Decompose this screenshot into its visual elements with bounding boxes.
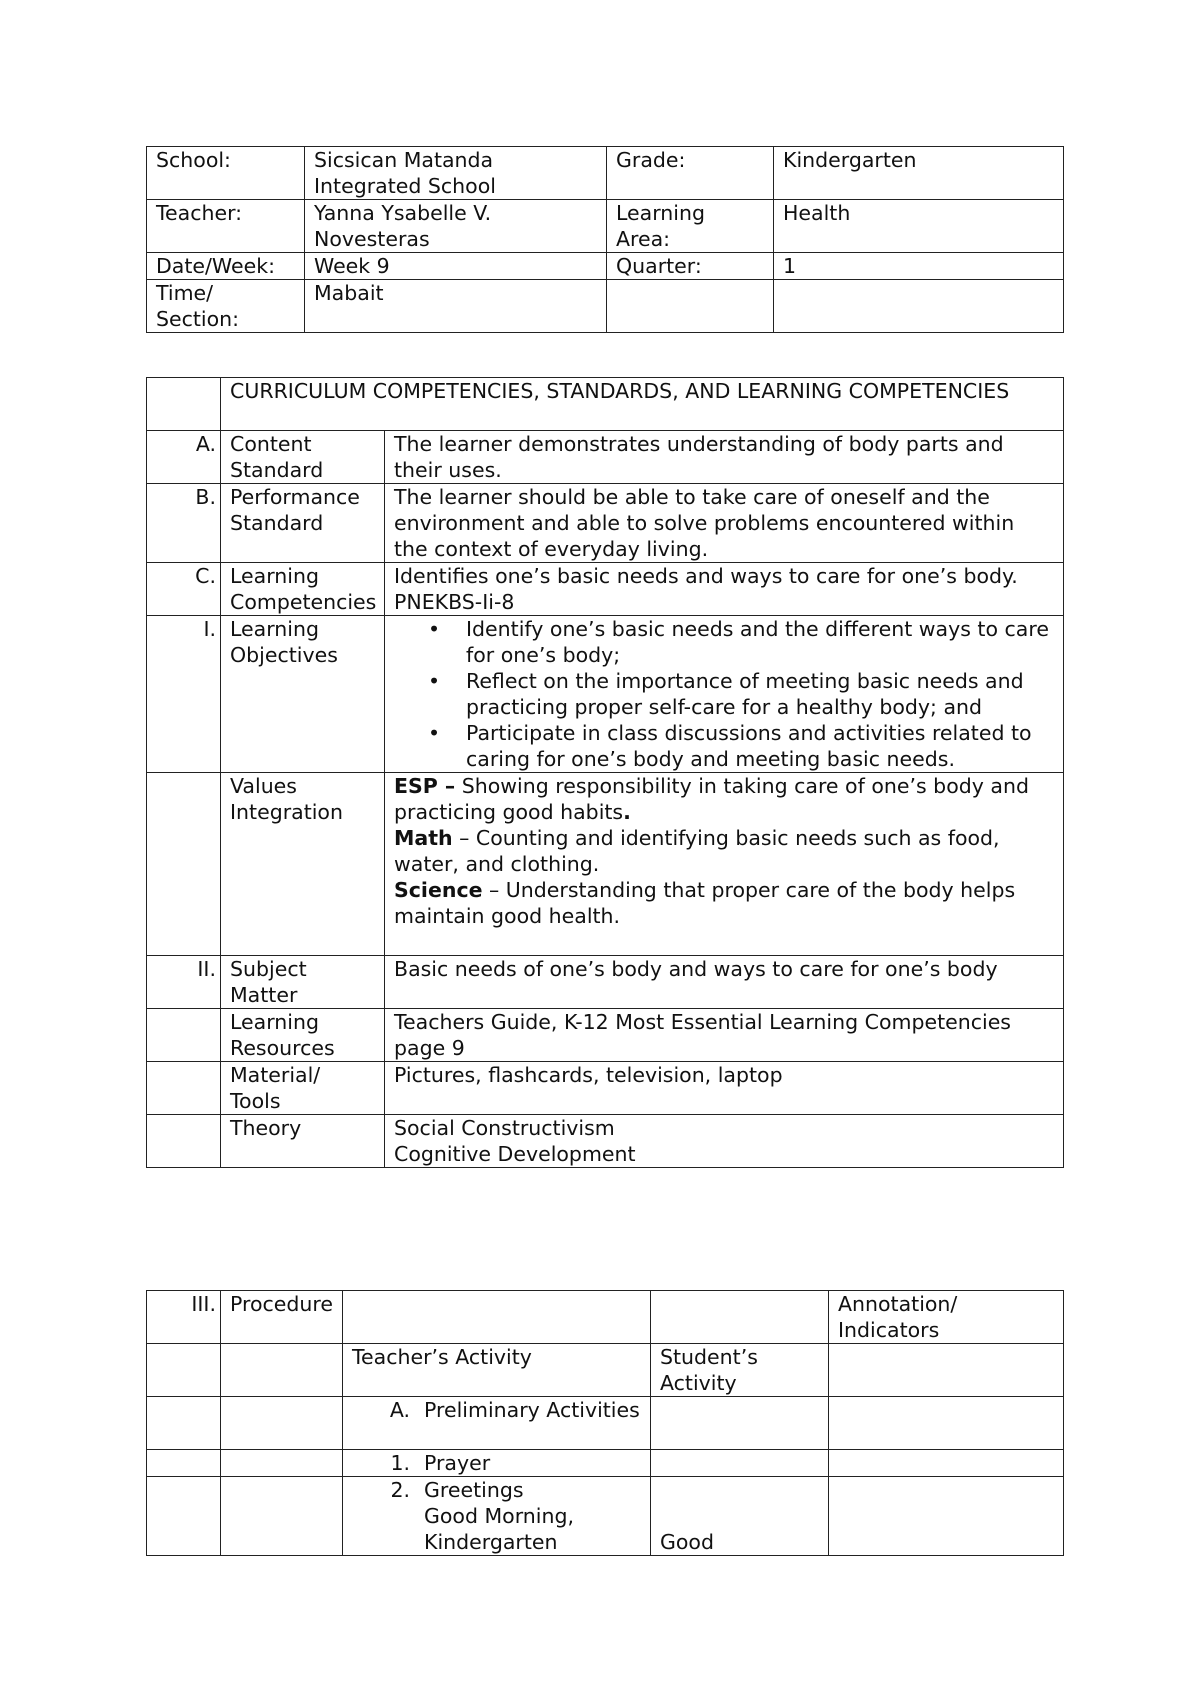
row-number: B.	[147, 484, 221, 563]
objective-item: • Identify one’s basic needs and the different ways to care for one’s body;	[466, 616, 1054, 668]
row-number: I.	[147, 616, 221, 773]
date-week-value: Week 9	[305, 253, 607, 280]
annotation-header: Annotation/ Indicators	[829, 1291, 1064, 1344]
procedure-label: Procedure	[221, 1291, 343, 1344]
content-standard-text: The learner demonstrates understanding of body parts and their uses.	[385, 431, 1064, 484]
learning-objectives-list	[385, 616, 1064, 773]
theory-line: Social Constructivism	[394, 1116, 615, 1140]
subject-matter-label: Subject Matter	[221, 956, 385, 1009]
grade-value: Kindergarten	[774, 147, 1064, 200]
objective-item: • Participate in class discussions and activities related to caring for one’s body and meeting basic needs.	[466, 720, 1054, 772]
teacher-value: Yanna Ysabelle V. Novesteras	[305, 200, 607, 253]
learning-resources-text: Teachers Guide, K-12 Most Essential Learning Competencies page 9	[385, 1009, 1064, 1062]
materials-label: Material/ Tools	[221, 1062, 385, 1115]
school-value: Sicsican Matanda Integrated School	[305, 147, 607, 200]
prayer-label: Prayer	[424, 1451, 491, 1475]
materials-text: Pictures, flashcards, television, laptop	[385, 1062, 1064, 1115]
prayer-item	[343, 1450, 651, 1477]
item-number: 1.	[390, 1451, 410, 1475]
row-number: II.	[147, 956, 221, 1009]
student-reply: Good	[651, 1477, 829, 1556]
item-number: 2.	[390, 1478, 410, 1502]
date-week-label: Date/Week:	[147, 253, 305, 280]
values-integration-label: Values Integration	[221, 773, 385, 956]
teacher-activity-header: Teacher’s Activity	[343, 1344, 651, 1397]
math-label: Math	[394, 826, 453, 850]
teacher-label: Teacher:	[147, 200, 305, 253]
theory-line: Cognitive Development	[394, 1142, 636, 1166]
preliminary-activities	[343, 1397, 651, 1450]
greetings-item	[343, 1477, 651, 1556]
learning-area-value: Health	[774, 200, 1064, 253]
esp-end: .	[623, 800, 631, 824]
objective-item: • Reflect on the importance of meeting basic needs and practicing proper self-care for a healthy body; and	[466, 668, 1054, 720]
science-label: Science	[394, 878, 483, 902]
learning-competencies-label: Learning Competencies	[221, 563, 385, 616]
student-activity-header: Student’s Activity	[651, 1344, 829, 1397]
procedure-table	[146, 1290, 1064, 1556]
esp-label: ESP –	[394, 774, 456, 798]
esp-text: Showing responsibility in taking care of one’s body and practicing good habits	[394, 774, 1029, 824]
row-number: III.	[147, 1291, 221, 1344]
empty-cell	[774, 280, 1064, 333]
science-text: – Understanding that proper care of the body helps maintain good health.	[394, 878, 1016, 928]
time-section-label: Time/ Section:	[147, 280, 305, 333]
row-number: C.	[147, 563, 221, 616]
item-number: A.	[389, 1398, 410, 1422]
preliminary-label: Preliminary Activities	[424, 1398, 640, 1422]
row-number: A.	[147, 431, 221, 484]
greetings-text: Good Morning, Kindergarten	[424, 1504, 575, 1554]
greetings-label: Greetings	[424, 1478, 524, 1502]
school-label: School:	[147, 147, 305, 200]
content-standard-label: Content Standard	[221, 431, 385, 484]
theory-text	[385, 1115, 1064, 1168]
curriculum-heading: CURRICULUM COMPETENCIES, STANDARDS, AND LEARNING COMPETENCIES	[221, 378, 1064, 431]
learning-area-label: Learning Area:	[607, 200, 774, 253]
performance-standard-text: The learner should be able to take care of oneself and the environment and able to solve problems encountered within the context of everyday living.	[385, 484, 1064, 563]
quarter-value: 1	[774, 253, 1064, 280]
empty-cell	[607, 280, 774, 333]
math-text: – Counting and identifying basic needs such as food, water, and clothing.	[394, 826, 1000, 876]
time-section-value: Mabait	[305, 280, 607, 333]
learning-competencies-text: Identifies one’s basic needs and ways to care for one’s body. PNEKBS-Ii-8	[385, 563, 1064, 616]
learning-resources-label: Learning Resources	[221, 1009, 385, 1062]
values-integration-text	[385, 773, 1064, 956]
grade-label: Grade:	[607, 147, 774, 200]
quarter-label: Quarter:	[607, 253, 774, 280]
subject-matter-text: Basic needs of one’s body and ways to care for one’s body	[385, 956, 1064, 1009]
learning-objectives-label: Learning Objectives	[221, 616, 385, 773]
header-table	[146, 146, 1064, 333]
curriculum-table	[146, 377, 1064, 1168]
theory-label: Theory	[221, 1115, 385, 1168]
performance-standard-label: Performance Standard	[221, 484, 385, 563]
